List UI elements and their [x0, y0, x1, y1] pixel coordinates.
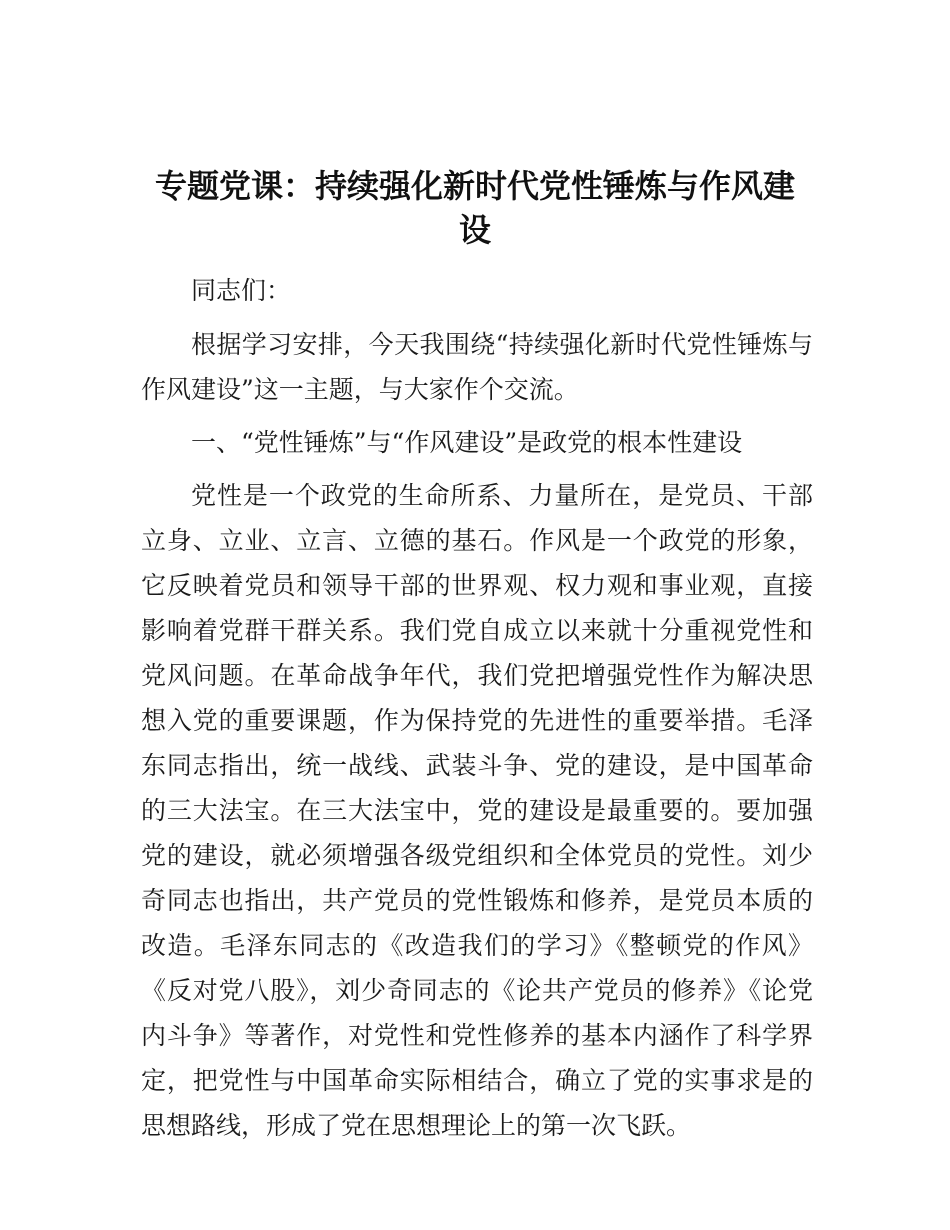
document-title: 专题党课：持续强化新时代党性锤炼与作风建设 — [154, 167, 795, 249]
salutation: 同志们： — [191, 276, 292, 305]
section-heading: 一、“党性锤炼”与“作风建设”是政党的根本性建设 — [191, 428, 743, 457]
document-body — [141, 268, 813, 1156]
intro-paragraph: 根据学习安排，今天我围绕“持续强化新时代党性锤炼与作风建设”这一主题，与大家作个交流。 — [141, 330, 813, 404]
body-paragraph: 党性是一个政党的生命所系、力量所在，是党员、干部立身、立业、立言、立德的基石。作风是一个政党的形象，它反映着党员和领导干部的世界观、权力观和事业观，直接影响着党群干群关系。我们党自成立以来就十分重视党性和党风问题。在革命战争年代，我们党把增强党性作为解决思想入党的重要课题，作为保持党的先进性的重要举措。毛泽东同志指出，统一战线、武装斗争、党的建设，是中国革命的三大法宝。在三大法宝中，党的建设是最重要的。要加强党的建设，就必须增强各级党组织和全体党员的党性。刘少奇同志也指出，共产党员的党性锻炼和修养，是党员本质的改造。毛泽东同志的《改造我们的学习》《整顿党的作风》《反对党八股》，刘少奇同志的《论共产党员的修养》《论党内斗争》等著作，对党性和党性修养的基本内涵作了科学界定，把党性与中国革命实际相结合，确立了党的实事求是的思想路线，形成了党在思想理论上的第一次飞跃。 — [141, 481, 813, 1140]
